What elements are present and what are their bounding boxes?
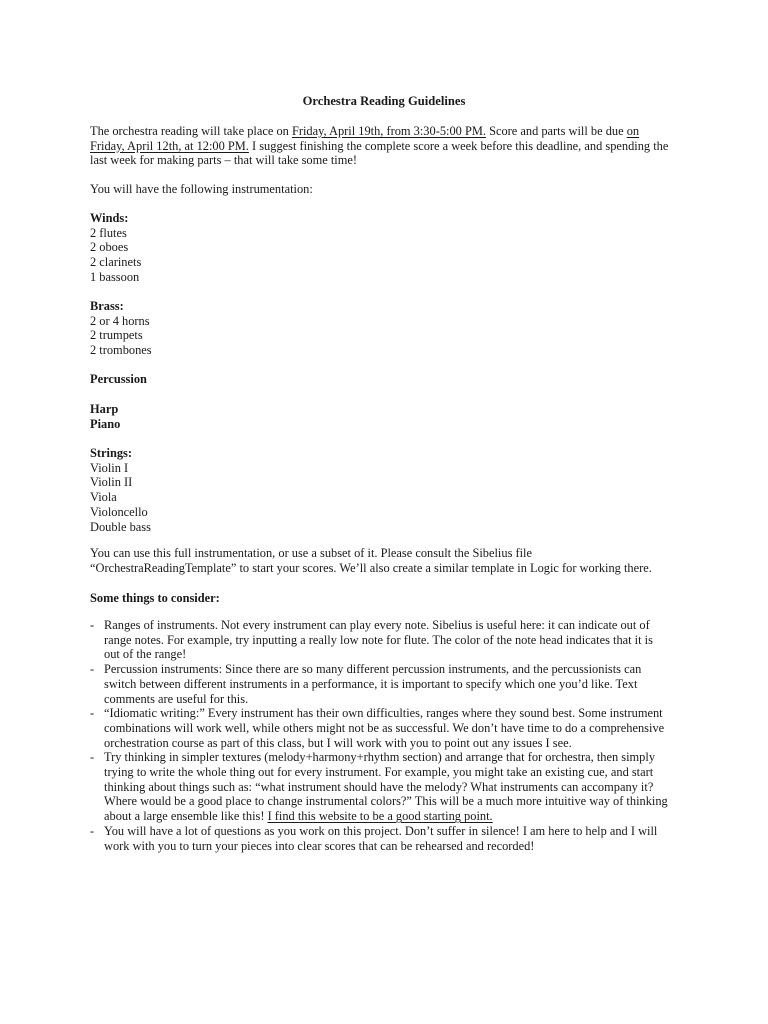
instrument-item: 2 or 4 horns [90, 313, 150, 328]
intro-line-1: The orchestra reading will take place on Friday, April 19th, from 3:30-5:00 PM. Score and parts will be due on [90, 124, 640, 138]
bullet-marker: - [90, 750, 95, 765]
winds-section [90, 211, 690, 285]
instrument-item: 2 clarinets [90, 255, 142, 270]
intro-paragraph [90, 124, 690, 168]
considerations-list [90, 618, 680, 853]
list-item: - “Idiomatic writing:” Every instrument has their own difficulties, ranges where they sound best. Some instrument combinations will work well, while others might not be as successful. We don’t have time to do a comprehensive orchestration course as part of this class, but I will work with you to point out any issues I see. [90, 706, 665, 750]
due-date: Friday, April 12th, at 12:00 PM. [90, 138, 249, 153]
document-title: Orchestra Reading Guidelines [302, 94, 466, 108]
reading-date: Friday, April 19th, from 3:30-5:00 PM. [291, 124, 486, 138]
instrumentation-intro: You will have the following instrumentation: [90, 182, 313, 196]
strings-heading: Strings: [90, 446, 132, 460]
instrument-item: 2 trumpets [90, 328, 143, 343]
intro-line-2: Friday, April 12th, at 12:00 PM. I suggest finishing the complete score a week before this deadline, and spending the [90, 138, 669, 153]
bullet-marker: - [90, 706, 95, 721]
percussion-section [90, 372, 690, 387]
instrument-item: Viola [90, 490, 117, 505]
strings-section [90, 446, 690, 534]
instrument-item: Violoncello [90, 504, 148, 519]
piano-heading: Piano [90, 416, 121, 431]
instrument-item: 1 bassoon [90, 269, 140, 284]
intro-line-3: last week for making parts – that will take some time! [90, 153, 358, 168]
bullet-marker: - [90, 662, 95, 677]
due-date-on: on [626, 124, 640, 138]
list-item: - Percussion instruments: Since there are so many different percussion instruments, and the percussionists can switch between different instruments in a performance, it is important to specify which one you’d like. Text comments are useful for this. [90, 662, 642, 706]
keyboards-section [90, 402, 690, 431]
template-note: You can use this full instrumentation, or use a subset of it. Please consult the Sibelius file “OrchestraReadingTemplate” to start your scores. We’ll also create a similar template in Logic for working there. [90, 546, 652, 575]
instrument-item: Violin II [90, 475, 133, 490]
list-item: - Ranges of instruments. Not every instrument can play every note. Sibelius is useful here: it can indicate out of range notes. For example, try inputting a really low note for flute. The color of the note head indicates that it is out of the range! [90, 618, 653, 662]
list-item: - Try thinking in simpler textures (melody+harmony+rhythm section) and arrange that for orchestra, then simply trying to write the whole thing out for every instrument. For example, you might take an existing cue, and start thinking about things such as: “what instrument should have the melody? What instruments can accompany it? Where would be a good place to change instrumental colors?” This will be a much more intuitive way of thinking about a large ensemble like this! I find this website to be a good starting point. [90, 750, 668, 824]
bullet-marker: - [90, 618, 95, 632]
instrument-item: 2 oboes [90, 240, 129, 255]
consider-section-heading: Some things to consider: [90, 591, 220, 605]
percussion-heading: Percussion [90, 372, 147, 386]
instrument-item: Double bass [90, 519, 151, 534]
bullet-marker: - [90, 823, 95, 838]
instrument-item: Violin I [90, 460, 129, 475]
brass-section [90, 299, 690, 358]
instrument-item: 2 trombones [90, 343, 152, 358]
list-item: - You will have a lot of questions as you work on this project. Don’t suffer in silence! I am here to help and I will work with you to turn your pieces into clear scores that can be rehearsed and recorded! [90, 823, 658, 853]
instrument-item: 2 flutes [90, 225, 127, 240]
website-link[interactable]: I find this website to be a good starting point. [267, 809, 493, 824]
brass-heading: Brass: [90, 299, 124, 313]
harp-heading: Harp [90, 402, 119, 416]
winds-heading: Winds: [90, 211, 129, 225]
